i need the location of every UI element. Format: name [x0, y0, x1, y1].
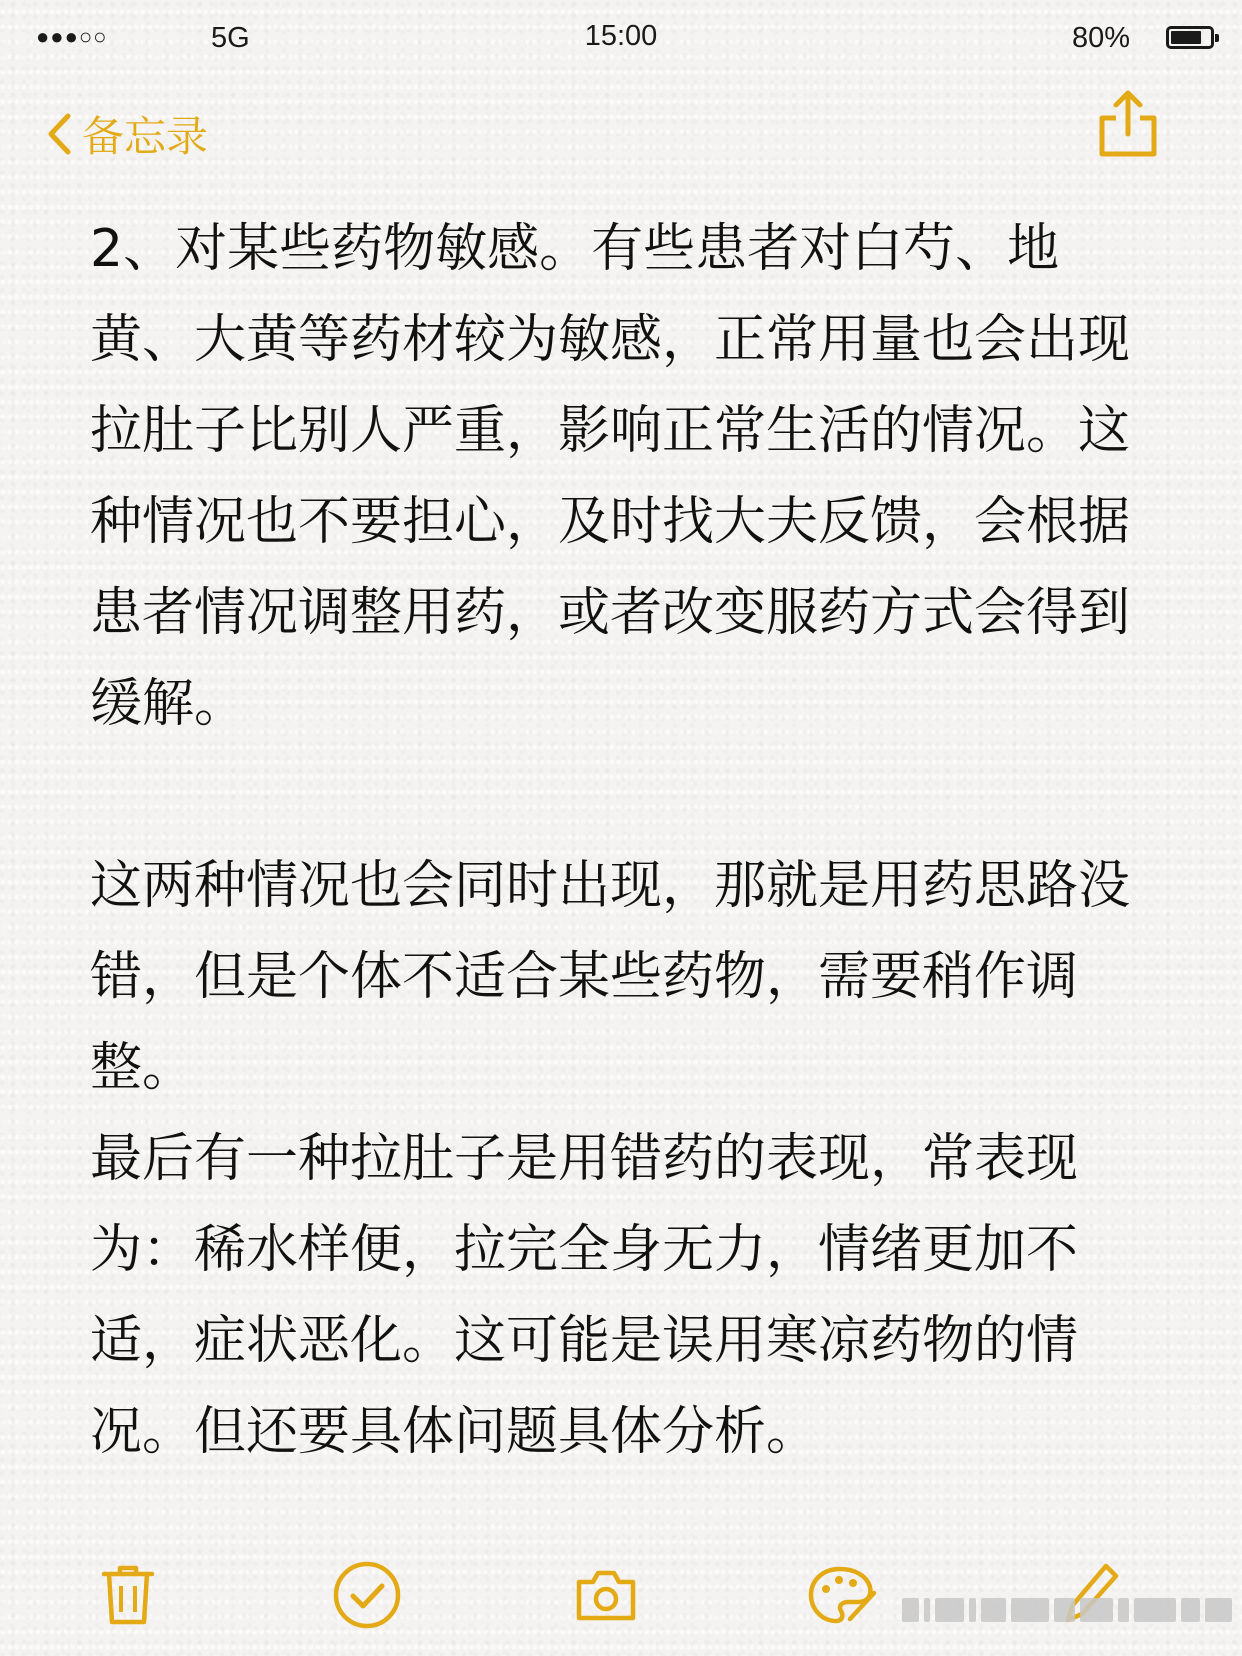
- note-paragraph-3: 最后有一种拉肚子是用错药的表现，常表现为：稀水样便，拉完全身无力，情绪更加不适，症状恶化。这可能是误用寒凉药物的情况。但还要具体问题具体分析。: [90, 1129, 1079, 1462]
- note-content[interactable]: [90, 204, 1130, 1478]
- battery-percentage: 80%: [1071, 22, 1130, 54]
- signal-strength: ●●●○○: [36, 24, 108, 49]
- blank-line: [90, 750, 1130, 841]
- battery-level: [1171, 31, 1201, 44]
- markup-button[interactable]: [802, 1555, 882, 1635]
- camera-icon: [573, 1566, 639, 1624]
- battery-icon: [1166, 26, 1214, 49]
- status-bar: [0, 14, 1242, 64]
- back-label: 备忘录: [82, 112, 209, 161]
- navigation-bar: [0, 100, 1242, 170]
- checklist-button[interactable]: [327, 1555, 407, 1635]
- note-paragraph-1: 2、对某些药物敏感。有些患者对白芍、地黄、大黄等药材较为敏感，正常用量也会出现拉肚子比别人严重，影响正常生活的情况。这种情况也不要担心，及时找大夫反馈，会根据患者情况调整用药，或者改变服药方式会得到缓解。: [90, 219, 1131, 734]
- network-type: 5G: [211, 22, 250, 54]
- delete-button[interactable]: [88, 1555, 168, 1635]
- chevron-left-icon: [46, 112, 72, 156]
- share-icon: [1096, 88, 1160, 160]
- clock: 15:00: [584, 20, 658, 52]
- note-paragraph-2: 这两种情况也会同时出现，那就是用药思路没错，但是个体不适合某些药物，需要稍作调整。: [90, 856, 1131, 1098]
- palette-icon: [806, 1563, 878, 1627]
- checklist-icon: [332, 1560, 402, 1630]
- trash-icon: [98, 1562, 158, 1628]
- camera-button[interactable]: [566, 1555, 646, 1635]
- watermark: [902, 1595, 1232, 1625]
- share-button[interactable]: [1096, 88, 1160, 164]
- back-button[interactable]: [46, 104, 208, 164]
